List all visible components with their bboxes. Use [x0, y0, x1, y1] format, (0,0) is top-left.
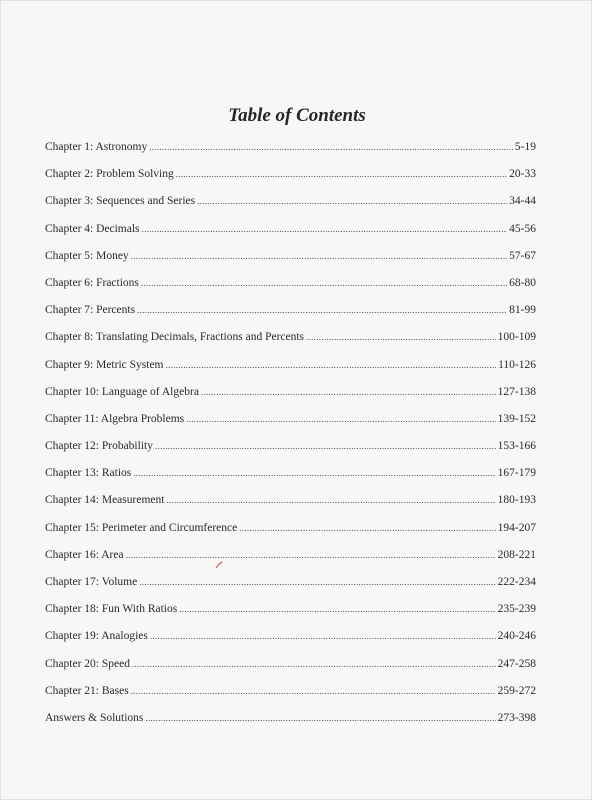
toc-entry-chapter-6: [45, 278, 536, 305]
dot-leader: [149, 142, 513, 154]
toc-entry-chapter-5: [45, 251, 536, 278]
toc-entry-chapter-21: [45, 686, 536, 713]
dot-leader: [131, 686, 496, 698]
toc-entry-pages: 127-138: [497, 385, 536, 398]
toc-entry-label: Chapter 1: Astronomy: [45, 141, 148, 153]
toc-entry-label: Chapter 2: Problem Solving: [45, 168, 174, 181]
toc-entry-pages: 167-179: [497, 467, 536, 480]
toc-entry-pages: 259-272: [497, 684, 536, 697]
toc-entry-pages: 20-33: [509, 168, 536, 181]
toc-entry-chapter-13: [45, 468, 536, 495]
toc-entry-chapter-8: [45, 332, 536, 359]
toc-entry-pages: 235-239: [497, 603, 536, 616]
toc-entry-label: Chapter 21: Bases: [45, 684, 129, 697]
toc-entry-chapter-20: [45, 659, 536, 686]
toc-entry-label: Chapter 16: Area: [45, 548, 124, 561]
dot-leader: [126, 550, 496, 562]
table-of-contents: [45, 142, 536, 740]
toc-entry-chapter-9: [45, 360, 536, 387]
toc-entry-pages: 45-56: [509, 222, 536, 235]
toc-entry-label: Chapter 7: Percents: [45, 304, 136, 317]
dot-leader: [132, 659, 496, 671]
toc-entry-chapter-15: [45, 523, 536, 550]
dot-leader: [306, 332, 496, 344]
toc-entry-label: Chapter 12: Probability: [45, 440, 153, 453]
dot-leader: [141, 278, 507, 290]
toc-entry-pages: 273-398: [497, 711, 536, 724]
toc-entry-chapter-17: [45, 577, 536, 604]
toc-entry-pages: 180-193: [497, 494, 536, 507]
toc-entry-label: Chapter 19: Analogies: [45, 630, 148, 643]
toc-entry-pages: 100-109: [497, 331, 536, 344]
dot-leader: [131, 251, 507, 263]
toc-entry-label: Chapter 8: Translating Decimals, Fractions and Percents: [45, 331, 305, 344]
toc-entry-label: Chapter 4: Decimals: [45, 222, 140, 235]
toc-entry-pages: 81-99: [509, 304, 536, 317]
dot-leader: [166, 495, 495, 507]
toc-entry-pages: 222-234: [497, 576, 536, 588]
toc-entry-chapter-18: [45, 604, 536, 631]
toc-entry-label: Answers & Solutions: [45, 711, 144, 724]
toc-entry-pages: 139-152: [497, 412, 536, 425]
toc-entry-label: Chapter 3: Sequences and Series: [45, 195, 196, 208]
dot-leader: [139, 577, 495, 589]
toc-entry-chapter-14: [45, 495, 536, 522]
toc-entry-chapter-11: [45, 414, 536, 441]
toc-entry-pages: 110-126: [498, 358, 536, 371]
toc-entry-label: Chapter 5: Money: [45, 249, 129, 262]
toc-entry-pages: 240-246: [497, 630, 536, 643]
dot-leader: [155, 441, 496, 453]
toc-entry-chapter-12: [45, 441, 536, 468]
toc-entry-chapter-2: [45, 169, 536, 196]
dot-leader: [150, 631, 496, 643]
toc-entry-chapter-3: [45, 196, 536, 223]
toc-entry-label: Chapter 6: Fractions: [45, 276, 139, 289]
dot-leader: [133, 468, 495, 480]
dot-leader: [137, 305, 507, 317]
toc-entry-pages: 5-19: [514, 141, 536, 153]
dot-leader: [239, 523, 495, 535]
toc-entry-label: Chapter 11: Algebra Problems: [45, 412, 185, 425]
dot-leader: [201, 387, 496, 399]
toc-entry-label: Chapter 17: Volume: [45, 576, 138, 588]
toc-entry-pages: 57-67: [509, 249, 536, 262]
toc-entry-label: Chapter 9: Metric System: [45, 358, 164, 371]
toc-entry-chapter-19: [45, 631, 536, 658]
dot-leader: [179, 604, 495, 616]
toc-entry-chapter-4: [45, 224, 536, 251]
dot-leader: [176, 169, 507, 181]
toc-entry-chapter-1: [45, 142, 536, 169]
toc-entry-pages: 68-80: [509, 276, 536, 289]
toc-entry-pages: 34-44: [509, 195, 536, 208]
toc-entry-pages: 194-207: [497, 521, 536, 534]
toc-entry-label: Chapter 18: Fun With Ratios: [45, 603, 178, 616]
toc-entry-chapter-7: [45, 305, 536, 332]
toc-entry-answers: [45, 713, 536, 740]
dot-leader: [142, 224, 508, 236]
dot-leader: [197, 196, 507, 208]
toc-entry-label: Chapter 13: Ratios: [45, 467, 132, 480]
toc-entry-label: Chapter 14: Measurement: [45, 494, 165, 507]
toc-entry-pages: 247-258: [497, 657, 536, 670]
toc-entry-pages: 153-166: [497, 440, 536, 453]
toc-entry-label: Chapter 20: Speed: [45, 657, 130, 670]
dot-leader: [166, 360, 497, 372]
page-title: Table of Contents: [228, 105, 366, 126]
pen-mark: [215, 561, 223, 569]
toc-entry-chapter-16: [45, 550, 536, 577]
dot-leader: [145, 713, 495, 725]
toc-entry-pages: 208-221: [497, 548, 536, 561]
toc-entry-label: Chapter 10: Language of Algebra: [45, 385, 199, 398]
toc-entry-chapter-10: [45, 387, 536, 414]
dot-leader: [186, 414, 496, 426]
toc-entry-label: Chapter 15: Perimeter and Circumference: [45, 521, 238, 534]
